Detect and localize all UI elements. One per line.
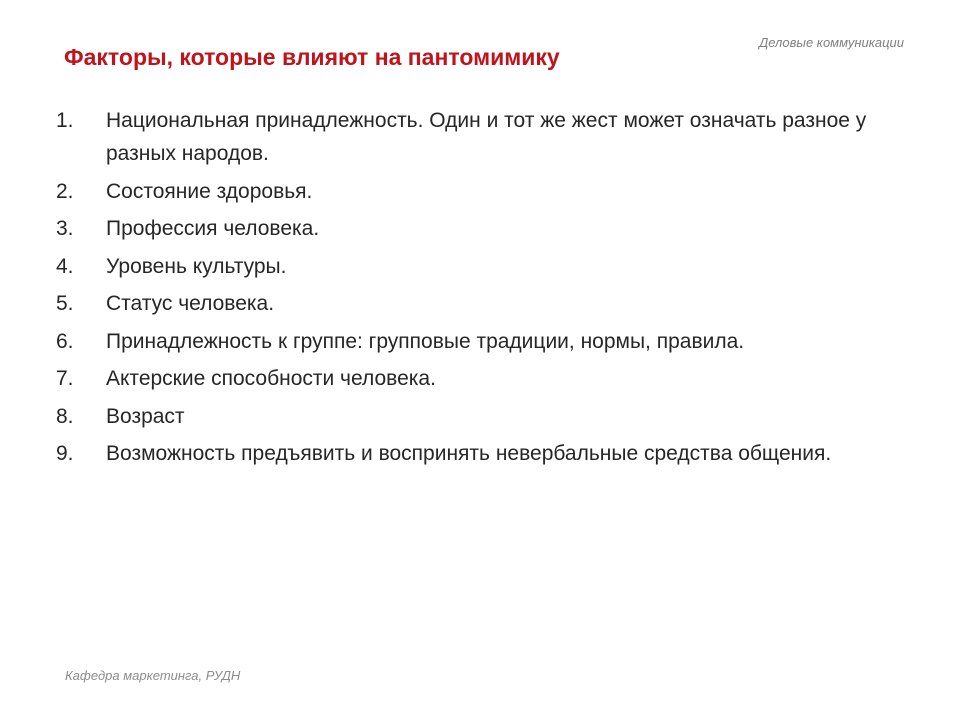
list-item-text: Уровень культуры. [106,254,287,278]
list-item-text: Актерские способности человека. [106,367,436,390]
list-item-text: Статус человека. [106,292,275,315]
slide-title: Факторы, которые влияют на пантомимику [64,44,560,70]
list-item-text: Национальная принадлежность. Один и тот же жест может означать разное у разных народов. [106,109,867,165]
list-item [56,250,896,283]
list-item-text: Состояние здоровья. [106,179,313,203]
list-item-text: Возможность предъявить и воспринять невербальные средства общения. [106,442,832,465]
list-item-number: 4. [56,254,74,278]
department-name: Кафедра маркетинга, РУДН [65,668,241,683]
list-item-text: Профессия человека. [106,217,320,240]
list-item [56,362,896,395]
list-item-number: 8. [56,404,74,428]
list-item [56,212,896,245]
factors-list [56,104,896,475]
list-item-number: 1. [56,109,74,132]
list-item [56,287,896,320]
list-item [56,437,896,470]
list-item [56,400,896,433]
list-item-number: 5. [56,292,74,315]
list-item-number: 9. [56,442,74,465]
list-item-number: 7. [56,367,74,390]
list-item [56,175,896,208]
list-item-number: 2. [56,179,74,203]
list-item [56,325,896,358]
list-item [56,104,896,170]
list-item-number: 3. [56,217,74,240]
list-item-number: 6. [56,329,74,353]
list-item-text: Принадлежность к группе: групповые традиции, нормы, правила. [106,329,745,353]
course-name: Деловые коммуникации [759,35,904,50]
list-item-text: Возраст [106,404,185,428]
